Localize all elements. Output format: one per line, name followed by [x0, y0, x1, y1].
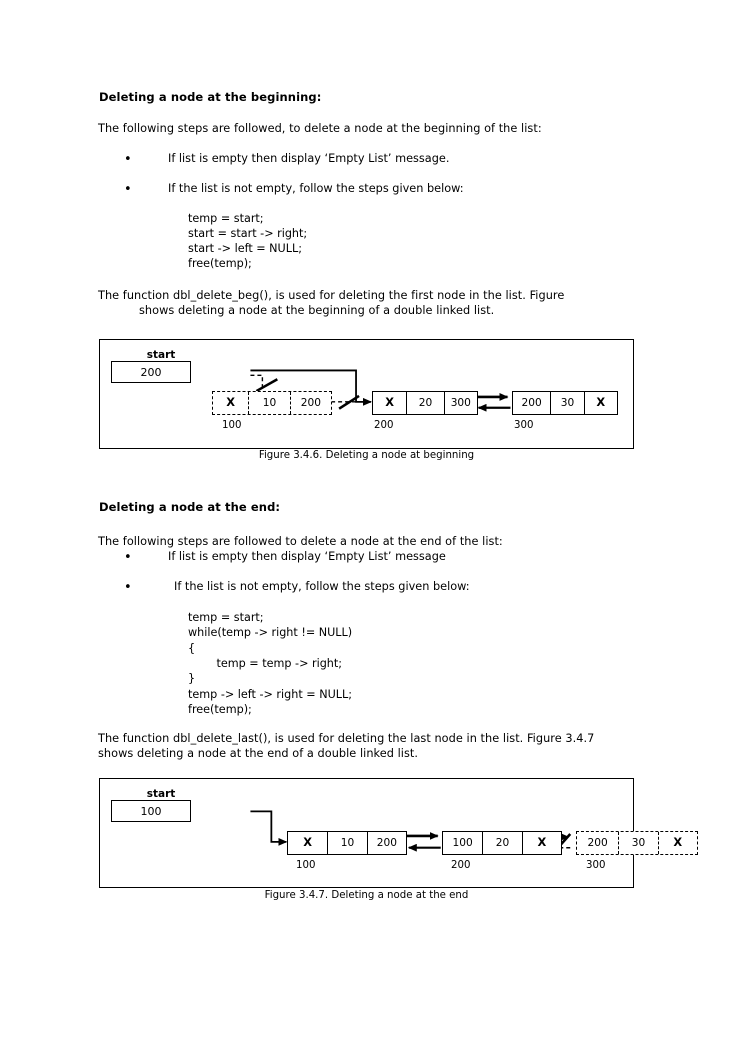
bullet-glyph-2a: •: [124, 550, 132, 565]
figure-2-frame: [99, 778, 683, 888]
figure-2-node-2-left: 100: [452, 836, 473, 849]
figure-2-node-2: [442, 831, 562, 855]
figure-2-node-1-data: 10: [327, 832, 366, 854]
figure-1-node-2-address: 200: [374, 420, 394, 431]
section2-code-line-3: {: [188, 642, 196, 655]
section-heading-delete-end: Deleting a node at the end:: [99, 500, 281, 514]
figure-2-node-1-address: 100: [296, 860, 316, 871]
section2-code-line-5: }: [188, 672, 196, 685]
figure-2-start-box: [111, 800, 191, 822]
figure-2-node-3-address: 300: [586, 860, 606, 871]
section2-code-line-4: temp = temp -> right;: [188, 657, 343, 670]
section1-closing-line-1: The function dbl_delete_beg(), is used for deleting the first node in the list. Figure: [98, 289, 565, 302]
section1-closing-line-2: shows deleting a node at the beginning of a double linked list.: [139, 304, 495, 317]
bullet-glyph-2b: •: [124, 580, 132, 595]
section2-code-line-6: temp -> left -> right = NULL;: [188, 688, 352, 701]
figure-2-start-value: 100: [140, 804, 162, 818]
section2-bullet-2: If the list is not empty, follow the steps given below:: [174, 580, 470, 593]
section1-code-line-2: start = start -> right;: [188, 227, 308, 240]
figure-1-node-3-address: 300: [514, 420, 534, 431]
section1-code-line-4: free(temp);: [188, 257, 252, 270]
figure-1-caption: Figure 3.4.6. Deleting a node at beginning: [258, 450, 475, 461]
figure-1-node-3-left: 200: [521, 396, 542, 409]
figure-1-node-3-right: X: [584, 392, 617, 414]
figure-1-node-1-data: 10: [248, 392, 289, 414]
figure-1-node-2-data: 20: [406, 392, 443, 414]
figure-2-caption: Figure 3.4.7. Deleting a node at the end: [264, 890, 469, 901]
figure-1-node-1-right: 200: [290, 392, 331, 414]
figure-2-node-3-data: 30: [618, 832, 657, 854]
section2-closing-line-1: The function dbl_delete_last(), is used for deleting the last node in the list. Figure 3.4.7: [98, 732, 595, 745]
section1-code-line-1: temp = start;: [188, 212, 264, 225]
figure-2-node-1-left: X: [303, 835, 313, 850]
figure-1-node-2: [372, 391, 478, 415]
figure-1-node-1-address: 100: [222, 420, 242, 431]
figure-1-start-label: start: [146, 349, 176, 361]
figure-2-node-3-right: X: [658, 832, 697, 854]
section1-intro-paragraph: The following steps are followed, to delete a node at the beginning of the list:: [98, 122, 542, 135]
figure-1-node-2-left: X: [385, 395, 395, 410]
figure-2-node-3: [576, 831, 698, 855]
figure-2-node-1: [287, 831, 407, 855]
figure-2-node-2-data: 20: [482, 832, 521, 854]
figure-1-node-2-right: 300: [444, 392, 477, 414]
bullet-glyph-1a: •: [124, 152, 132, 167]
figure-1-node-1: [212, 391, 332, 415]
section-heading-delete-beginning: Deleting a node at the beginning:: [99, 90, 322, 104]
figure-2-start-label: start: [146, 788, 176, 800]
figure-1-node-1-left: X: [226, 395, 236, 410]
figure-1-start-value: 200: [140, 365, 162, 379]
figure-1-node-3-data: 30: [550, 392, 583, 414]
section1-code-line-3: start -> left = NULL;: [188, 242, 302, 255]
figure-1-frame: [99, 339, 634, 449]
section2-closing-line-2: shows deleting a node at the end of a double linked list.: [98, 747, 419, 760]
section2-bullet-1: If list is empty then display ‘Empty List’ message: [168, 550, 446, 563]
figure-2-node-3-left: 200: [587, 836, 608, 849]
figure-2-node-1-right: 200: [367, 832, 406, 854]
section1-bullet-2: If the list is not empty, follow the steps given below:: [168, 182, 464, 195]
figure-2-node-2-right: X: [522, 832, 561, 854]
figure-2-node-2-address: 200: [451, 860, 471, 871]
figure-1-start-box: [111, 361, 191, 383]
section2-code-line-1: temp = start;: [188, 611, 264, 624]
section1-bullet-1: If list is empty then display ‘Empty List’ message.: [168, 152, 450, 165]
figure-1-node-3: [512, 391, 618, 415]
section2-code-line-7: free(temp);: [188, 703, 252, 716]
section2-code-line-2: while(temp -> right != NULL): [188, 626, 353, 639]
section2-intro-paragraph: The following steps are followed to delete a node at the end of the list:: [98, 535, 503, 548]
bullet-glyph-1b: •: [124, 182, 132, 197]
